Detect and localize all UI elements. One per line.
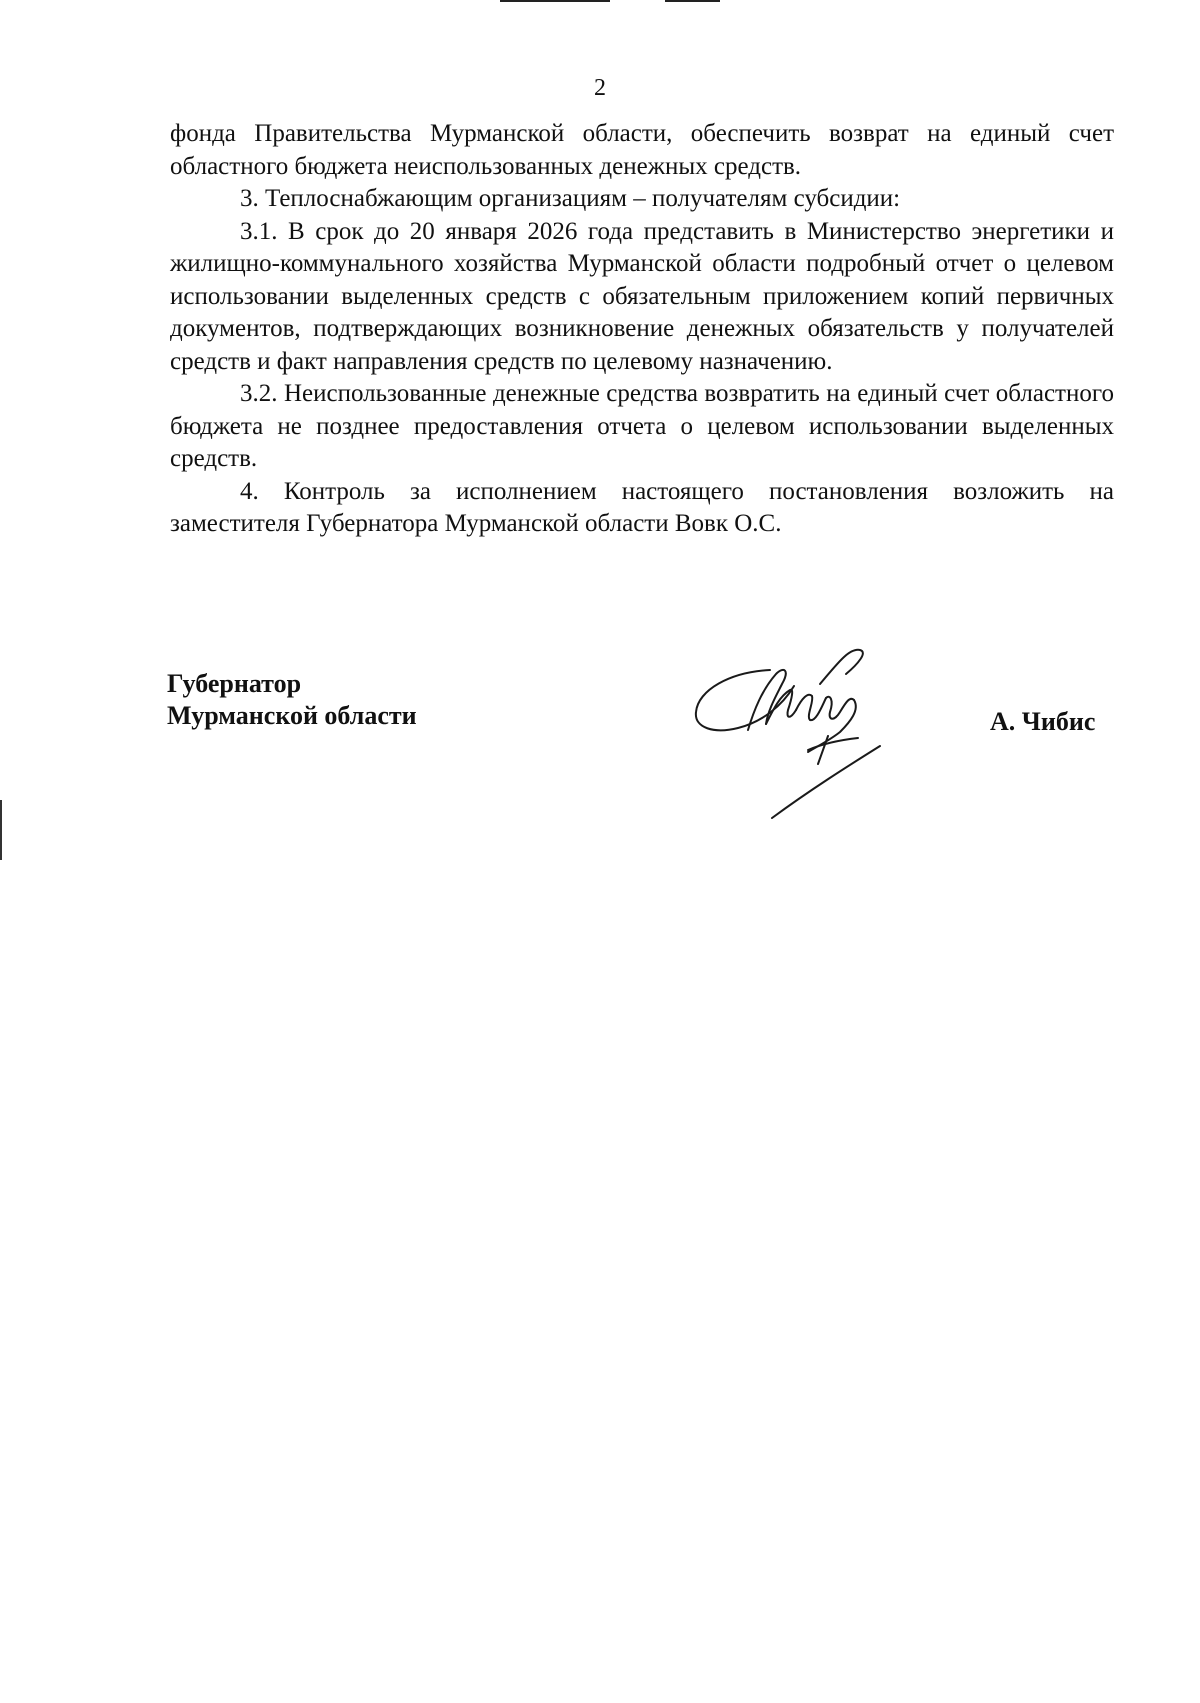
paragraph-item-3-1: 3.1. В срок до 20 января 2026 года представить в Министерство энергетики и жилищно-коммунального хозяйства Мурманской области подробный отчет о целевом использовании выделенных средств с обязательным приложением копий первичных документов, подтверждающих возникновение денежных обязательств у получателей средств и факт направления средств по целевому назначению. — [170, 217, 1114, 375]
document-body — [170, 118, 1114, 541]
scan-artifact-top-left — [500, 0, 610, 2]
handwritten-signature — [690, 640, 920, 830]
signatory-position — [167, 668, 417, 732]
paragraph-continuation: фонда Правительства Мурманской области, обеспечить возврат на единый счет областного бюджета неиспользованных денежных средств. — [170, 120, 1114, 180]
paragraph-item-4: 4. Контроль за исполнением настоящего постановления возложить на заместителя Губернатора Мурманской области Вовк О.С. — [170, 477, 1114, 537]
signatory-position-line2: Мурманской области — [167, 701, 417, 730]
scan-artifact-top-right — [665, 0, 720, 2]
scan-artifact-left-edge — [0, 800, 2, 860]
page-number: 2 — [594, 75, 606, 101]
paragraph-item-3-2: 3.2. Неиспользованные денежные средства возвратить на единый счет областного бюджета не позднее предоставления отчета о целевом использовании выделенных средств. — [170, 380, 1114, 472]
signatory-name: А. Чибис — [990, 707, 1096, 736]
signatory-position-line1: Губернатор — [167, 669, 302, 698]
paragraph-item-3: 3. Теплоснабжающим организациям – получателям субсидии: — [240, 185, 901, 212]
